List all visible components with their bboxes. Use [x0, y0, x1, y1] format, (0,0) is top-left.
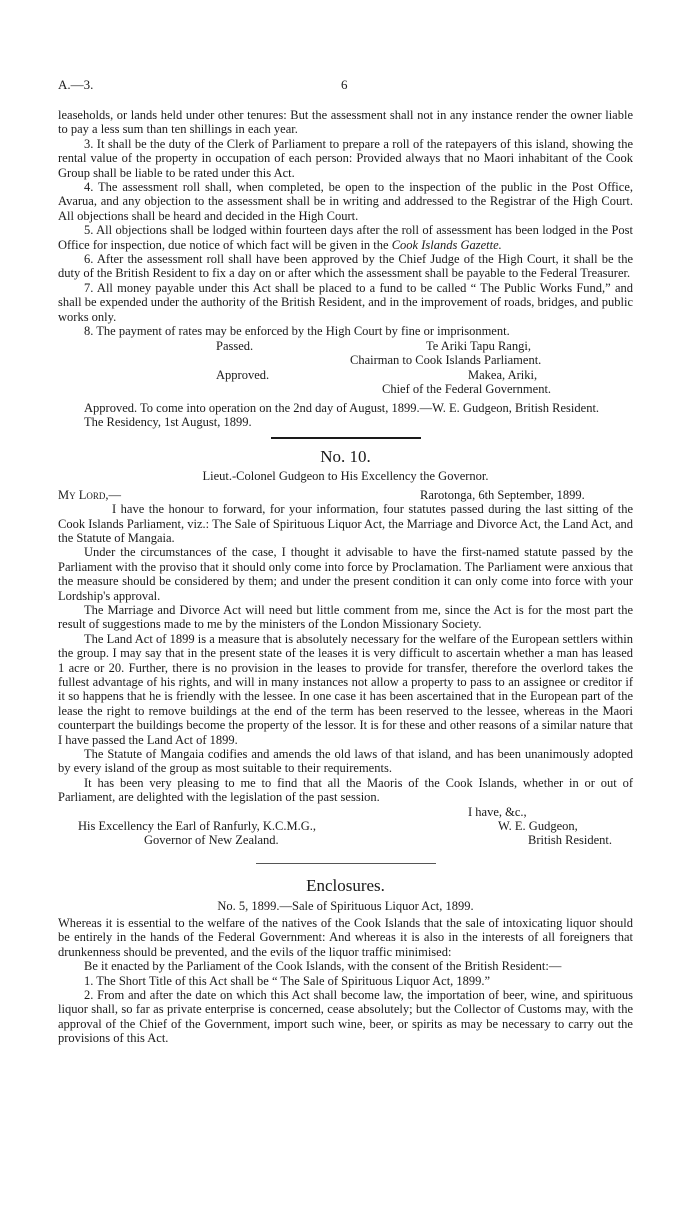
act-continuation: [58, 108, 633, 1046]
letter-subtitle: Lieut.-Colonel Gudgeon to His Excellency the Governor.: [202, 469, 489, 484]
act-section: 1. The Short Title of this Act shall be “ The Sale of Spirituous Liquor Act, 1899.”: [84, 973, 491, 988]
letter-paragraph: Under the circumstances of the case, I thought it advisable to have the first-named statute passed by the Parliament with the proviso that it should only come into force by Proclamation. The Parliament were anxious that the measure should be considered by them; and under the present condition it can only come into force with your Lordship's approval.: [58, 545, 633, 603]
salutation-row: [58, 488, 633, 502]
paragraph: 7. All money payable under this Act shall be placed to a fund to be called “ The Public Works Fund,” and shall be expended under the authority of the British Resident, and in the improvement of roads, bridges, and public works only.: [58, 280, 633, 324]
letter-paragraph: The Marriage and Divorce Act will need but little comment from me, since the Act is for the most part the result of suggestions made to me by the ministers of the London Missionary Society.: [58, 602, 633, 632]
document-reference: A.—3.: [58, 77, 94, 92]
paragraph: 6. After the assessment roll shall have been approved by the Chief Judge of the High Court, it shall be the duty of the British Resident to fix a day on or after which the assessment shall be payable to the Federal Treasurer.: [58, 252, 633, 281]
paragraph-text: 5. All objections shall be lodged within fourteen days after the roll of assessment has been lodged in the Post Office for inspection, due notice of which fact will be given in the: [58, 223, 633, 252]
addressee-line1: His Excellency the Earl of Ranfurly, K.C.M.G.,: [78, 818, 317, 833]
passed-name: Te Ariki Tapu Rangi,: [426, 338, 531, 353]
signer-name: W. E. Gudgeon,: [498, 818, 578, 833]
residency-line: The Residency, 1st August, 1899.: [84, 414, 252, 429]
letter-paragraph: It has been very pleasing to me to find that all the Maoris of the Cook Islands, whether in or out of Parliament, are delighted with the legislation of the past session.: [58, 775, 633, 805]
addressee-line2: Governor of New Zealand.: [144, 832, 279, 847]
act-preamble: Whereas it is essential to the welfare of the natives of the Cook Islands that the sale of intoxicating liquor should be entirely in the hands of the Federal Government: And whereas it is also in the interests of all foreigners that drunkenness should be prevented, and the evils of the liquor traffic minimised:: [58, 916, 633, 959]
paragraph: 3. It shall be the duty of the Clerk of Parliament to prepare a roll of the ratepayers of this island, showing the rental value of the property in occupation of each person: Provided always that no Maori inhabitant of the Cook Group shall be liable to be rated under this Act.: [58, 136, 633, 180]
paragraph: leaseholds, or lands held under other tenures: But the assessment shall not in any instance render the owner liable to pay a less sum than ten shillings in each year.: [58, 108, 633, 137]
signature-block: [58, 339, 633, 397]
section-divider: [256, 863, 436, 864]
enclosures-heading: Enclosures.: [306, 875, 385, 895]
act-title: No. 5, 1899.—Sale of Spirituous Liquor Act, 1899.: [217, 898, 474, 913]
page-header: [58, 78, 633, 96]
paragraph: [58, 223, 633, 252]
passed-label: Passed.: [216, 338, 254, 353]
section-divider: [271, 437, 421, 439]
page-number: 6: [341, 77, 348, 92]
letter-number: No. 10.: [320, 447, 371, 467]
paragraph: 4. The assessment roll shall, when completed, be open to the inspection of the public in the Post Office, Avarua, and any objection to the assessment shall be in writing and addressed to the Registrar of the High Court. All objections shall be heard and decided in the High Court.: [58, 180, 633, 223]
letter-paragraph: The Statute of Mangaia codifies and amends the old laws of that island, and has been unanimously adopted by every island of the group as most suitable to their requirements.: [58, 747, 633, 776]
approved-name: Makea, Ariki,: [468, 367, 538, 382]
approved-label: Approved.: [216, 367, 270, 382]
passed-title: Chairman to Cook Islands Parliament.: [350, 352, 542, 367]
enacting-clause: Be it enacted by the Parliament of the Cook Islands, with the consent of the British Resident:—: [84, 959, 562, 974]
place-date: Rarotonga, 6th September, 1899.: [420, 487, 585, 502]
closing: I have, &c.,: [468, 804, 527, 819]
act-section: 2. From and after the date on which this Act shall become law, the importation of beer, wine, and spirituous liquor shall, so far as private enterprise is concerned, cease absolutely; but the Collector of Customs may, with the approval of the Chief of the Government, import such wine, beer, or spirits as may be necessary to carry out the provisions of this Act.: [58, 988, 633, 1046]
signer-title: British Resident.: [528, 832, 613, 847]
gazette-name: Cook Islands Gazette.: [391, 237, 502, 252]
letter-paragraph: I have the honour to forward, for your information, four statutes passed during the last sitting of the Cook Islands Parliament, viz.: The Sale of Spirituous Liquor Act, the Marriage and Divorce Act, the Land Act, and the Statute of Mangaia.: [58, 502, 633, 545]
letter-closing: [58, 805, 633, 849]
approved-title: Chief of the Federal Government.: [382, 381, 552, 396]
approval-note: Approved. To come into operation on the 2nd day of August, 1899.—W. E. Gudgeon, British Resident.: [84, 400, 600, 415]
paragraph: 8. The payment of rates may be enforced by the High Court by fine or imprisonment.: [84, 324, 510, 339]
salutation: My Lord,—: [58, 487, 122, 502]
letter-paragraph: The Land Act of 1899 is a measure that is absolutely necessary for the welfare of the European settlers within the group. I may say that in the present state of the leases it is very difficult to ascertain whether a man has leased 1 acre or 20. Further, there is no provision in the leases to provide for transfer, therefore the overlord takes the fullest advantage of his rights, and will in many instances not allow a property to pass to an assignee or creditor if it so happens that he is friendly with the lessee. In one case it has been ascertained that in the European part of the lease the right to remove buildings at the end of the term has been reserved to the lessee, whereas in the Maori counterpart the buildings become the property of the lessor. It is for these and other reasons of a similar nature that I have passed the Land Act of 1899.: [58, 631, 633, 747]
